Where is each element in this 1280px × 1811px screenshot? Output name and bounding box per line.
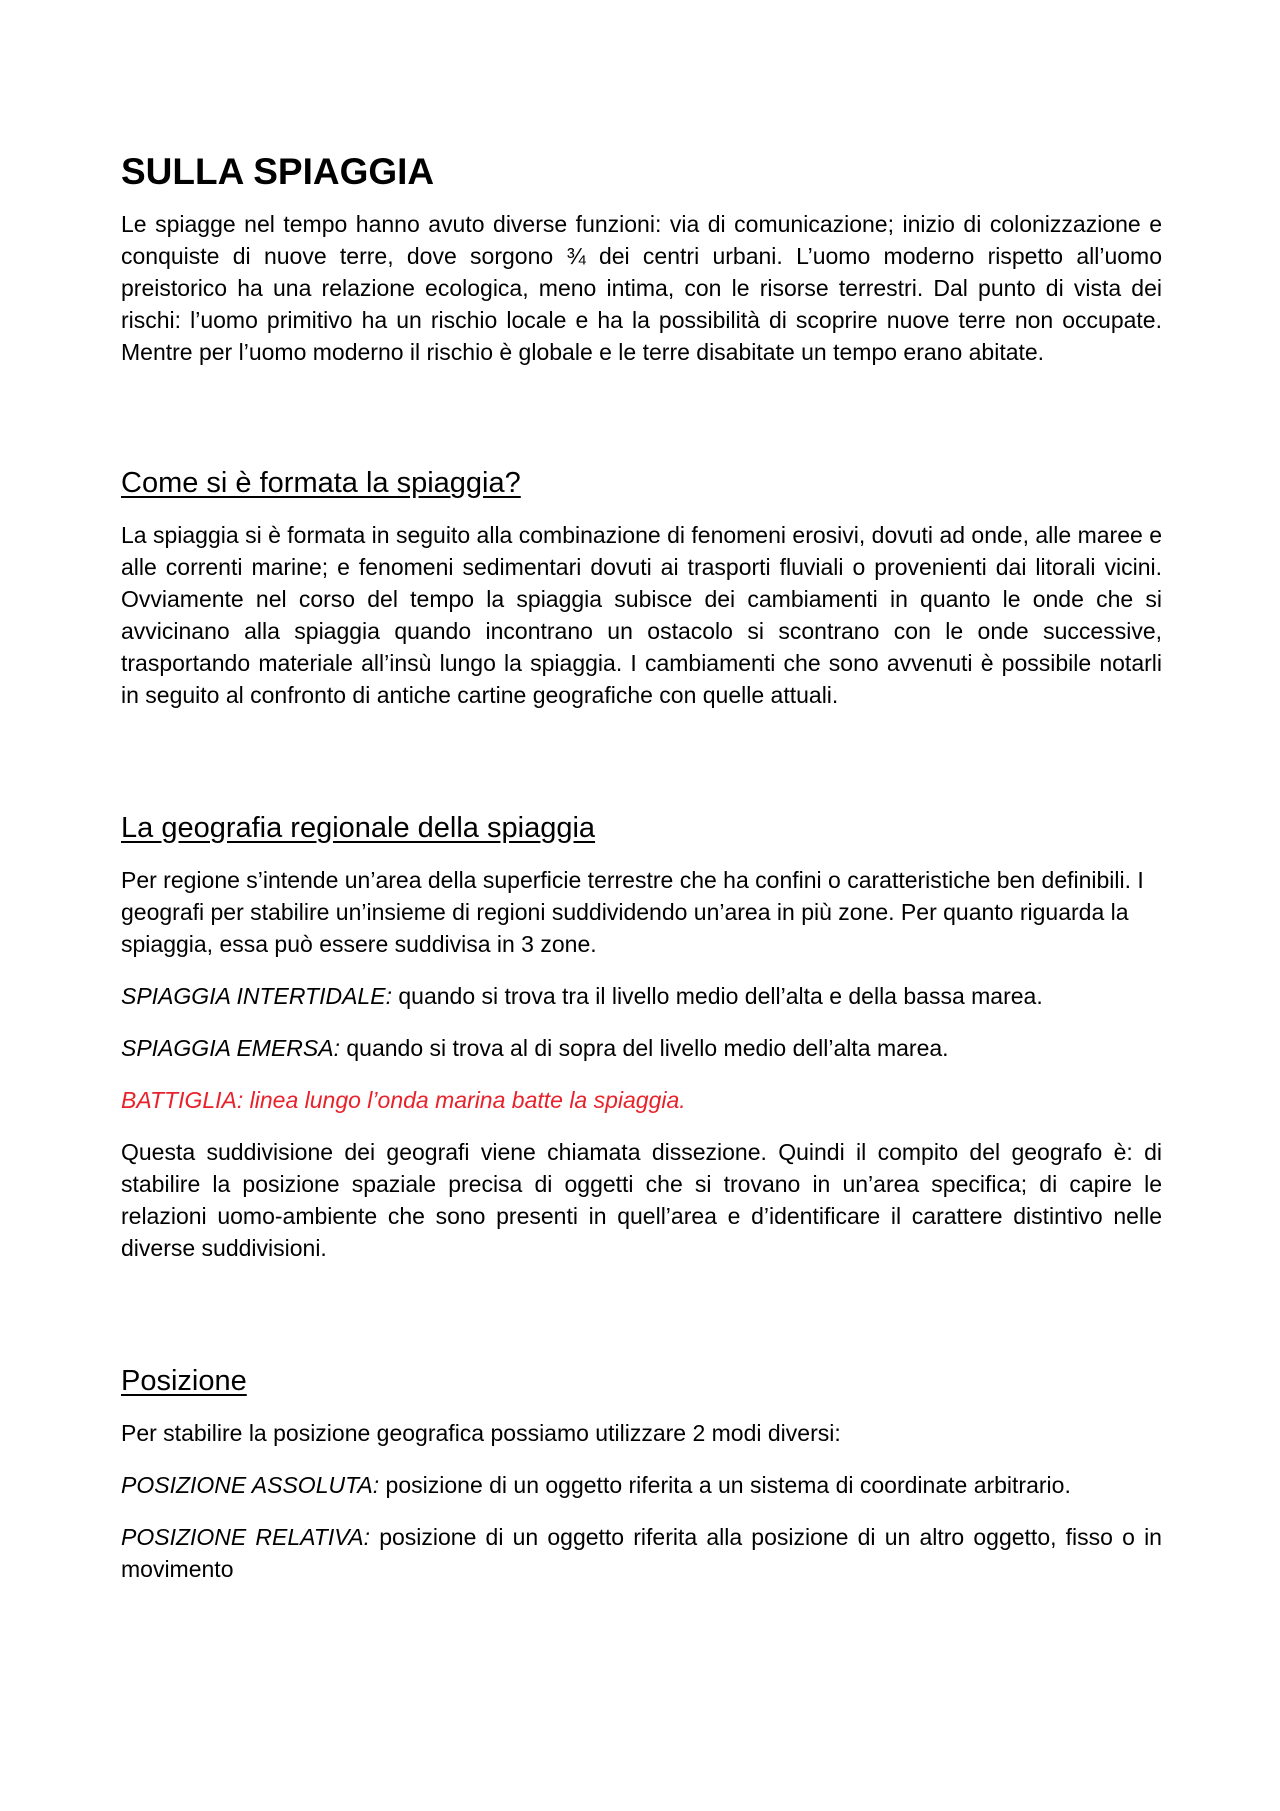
zone-battiglia: BATTIGLIA: linea lungo l’onda marina batte la spiaggia. [121,1086,686,1113]
zone-intertidal [121,980,1162,1012]
document-page [121,150,1162,1605]
section-heading-regional-geography: La geografia regionale della spiaggia [121,812,596,845]
zone-intertidal-term: SPIAGGIA INTERTIDALE: [121,982,392,1009]
zone-intertidal-text: quando si trova tra il livello medio dell’alta e della bassa marea. [391,982,1043,1009]
spacer [121,1284,1162,1364]
section-heading-formation: Come si è formata la spiaggia? [121,467,521,500]
zone-emersa-term: SPIAGGIA EMERSA: [121,1034,340,1061]
spacer [121,731,1162,811]
page-title: SULLA SPIAGGIA [121,151,435,192]
position-paragraph: Per stabilire la posizione geografica possiamo utilizzare 2 modi diversi: [121,1419,841,1446]
absolute-position-term: POSIZIONE ASSOLUTA: [121,1471,380,1498]
absolute-position [121,1469,1162,1501]
relative-position-text: posizione di un oggetto riferita alla posizione di un altro oggetto, fisso o in movimento [121,1523,1162,1582]
relative-position [121,1521,1162,1585]
regional-paragraph: Per regione s’intende un’area della superficie terrestre che ha confini o caratteristiche ben definibili. I geografi per stabilire un’insieme di regioni suddividendo un’area in più zone. Per quanto riguarda la spiaggia, essa può essere suddivisa in 3 zone. [121,866,1144,957]
zone-emersa-text: quando si trova al di sopra del livello medio dell’alta marea. [339,1034,949,1061]
section-heading-position: Posizione [121,1364,247,1397]
zone-emersa [121,1032,1162,1064]
intro-paragraph: Le spiagge nel tempo hanno avuto diverse funzioni: via di comunicazione; inizio di colonizzazione e conquiste di nuove terre, dove sorgono ¾ dei centri urbani. L’uomo moderno rispetto all’uomo preistorico ha una relazione ecologica, meno intima, con le risorse terrestri. Dal punto di vista dei rischi: l’uomo primitivo ha un rischio locale e ha la possibilità di scoprire nuove terre non occupate. Mentre per l’uomo moderno il rischio è globale e le terre disabitate un tempo erano abitate. [121,211,1162,366]
absolute-position-text: posizione di un oggetto riferita a un sistema di coordinate arbitrario. [379,1471,1071,1498]
dissection-paragraph: Questa suddivisione dei geografi viene chiamata dissezione. Quindi il compito del geografo è: di stabilire la posizione spaziale precisa di oggetti che si trovano in un’area specifica; di capire le relazioni uomo-ambiente che sono presenti in quell’area e d’identificare il carattere distintivo nelle diverse suddivisioni. [121,1138,1162,1261]
formation-paragraph: La spiaggia si è formata in seguito alla combinazione di fenomeni erosivi, dovuti ad onde, alle maree e alle correnti marine; e fenomeni sedimentari dovuti ai trasporti fluviali o provenienti dai litorali vicini. Ovviamente nel corso del tempo la spiaggia subisce dei cambiamenti in quanto le onde che si avvicinano alla spiaggia quando incontrano un ostacolo si scontrano con le onde successive, trasportando materiale all’insù lungo la spiaggia. I cambiamenti che sono avvenuti è possibile notarli in seguito al confronto di antiche cartine geografiche con quelle attuali. [121,522,1162,709]
relative-position-term: POSIZIONE RELATIVA: [121,1523,371,1550]
spacer [121,388,1162,466]
